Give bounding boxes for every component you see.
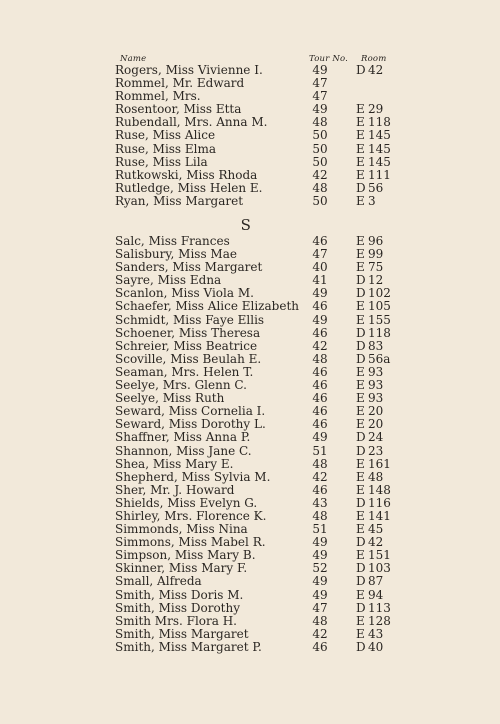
list-item [0,195,500,208]
room-deck: D [356,495,366,510]
tour-number: 42 [312,167,328,182]
passenger-name: Seelye, Mrs. Glenn C. [115,378,247,393]
room-deck: D [356,273,366,288]
passenger-name: Shields, Miss Evelyn G. [115,495,258,510]
passenger-name: Sanders, Miss Margaret [115,260,263,275]
room-deck: E [356,299,365,314]
room-number: 105 [368,299,391,314]
list-item [0,235,500,248]
tour-number: 50 [312,154,328,169]
passenger-name: Schoener, Miss Theresa [115,325,261,340]
passenger-name: Scanlon, Miss Viola M. [115,286,254,301]
room-cell [356,641,396,654]
room-number: 40 [368,639,384,654]
room-deck: D [356,639,366,654]
room-number: 93 [368,378,384,393]
room-number: 102 [368,286,391,301]
room-number: 99 [368,247,384,262]
tour-number: 41 [312,273,328,288]
passenger-name: Ruse, Miss Alice [115,128,216,143]
list-item [0,562,500,575]
tour-number: 47 [312,76,328,91]
tour-number: 51 [312,522,328,537]
room-number: 42 [368,63,384,77]
room-deck: E [356,154,365,169]
room-deck: D [356,338,366,353]
tour-number: 52 [312,561,328,576]
room-deck: E [356,417,365,432]
tour-number: 46 [312,639,328,654]
room-deck: D [356,535,366,550]
room-number: 87 [368,574,384,589]
room-number: 94 [368,587,384,602]
passenger-name: Rosentoor, Miss Etta [115,102,242,117]
tour-number: 47 [312,247,328,262]
tour-number: 49 [312,312,328,327]
passenger-name: Smith, Miss Doris M. [115,587,244,602]
list-item [0,156,500,169]
room-number: 161 [368,456,391,471]
tour-number: 48 [312,180,328,195]
passenger-name: Smith, Miss Dorothy [115,600,241,615]
tour-number: 46 [312,391,328,406]
list-item [0,129,500,142]
room-deck: E [356,193,365,208]
room-deck: E [356,522,365,537]
room-deck: E [356,587,365,602]
list-item [0,366,500,379]
list-item [0,484,500,497]
room-number: 113 [368,600,391,615]
room-deck: E [356,364,365,379]
header-name: Name [120,54,147,64]
room-deck: D [356,430,366,445]
tour-number: 40 [312,260,328,275]
passenger-name: Shirley, Mrs. Florence K. [115,508,267,523]
list-item [0,64,500,77]
list-item [0,182,500,195]
tour-number: 46 [312,417,328,432]
passenger-name: Rubendall, Mrs. Anna M. [115,115,268,130]
list-item [0,327,500,340]
list-item [0,169,500,182]
room-deck: D [356,63,366,77]
tour-number: 48 [312,115,328,130]
list-item [0,641,500,654]
room-deck: D [356,574,366,589]
tour-number: 50 [312,141,328,156]
passenger-name: Seward, Miss Dorothy L. [115,417,266,432]
passenger-name: Shaffner, Miss Anna P. [115,430,251,445]
passenger-name: Schreier, Miss Beatrice [115,338,258,353]
tour-number: 50 [312,128,328,143]
tour-number: 49 [312,535,328,550]
room-number: 29 [368,102,384,117]
tour-number: 47 [312,600,328,615]
header-tour-no: Tour No. [309,54,349,64]
room-number: 118 [368,325,391,340]
list-item [0,261,500,274]
room-number: 118 [368,115,391,130]
passenger-name: Ryan, Miss Margaret [115,193,244,208]
room-number: 151 [368,548,391,563]
room-deck: E [356,234,365,248]
list-item [0,340,500,353]
tour-number: 46 [312,404,328,419]
list-item [0,116,500,129]
passenger-name: Simmonds, Miss Nina [115,522,248,537]
room-number: 56 [368,180,384,195]
room-number: 20 [368,404,384,419]
list-item [0,445,500,458]
passenger-name: Salc, Miss Frances [115,234,230,248]
passenger-name: Simpson, Miss Mary B. [115,548,256,563]
tour-number: 49 [312,102,328,117]
room-number: 148 [368,482,391,497]
s-section-list [0,235,500,654]
passenger-name: Rutledge, Miss Helen E. [115,180,263,195]
passenger-name: Smith Mrs. Flora H. [115,613,237,628]
room-deck: E [356,613,365,628]
passenger-name: Ruse, Miss Elma [115,141,217,156]
passenger-name: Schmidt, Miss Faye Ellis [115,312,265,327]
room-cell [356,64,396,77]
room-number: 48 [368,469,384,484]
passenger-name: Smith, Miss Margaret P. [115,639,262,654]
passenger-name: Rutkowski, Miss Rhoda [115,167,258,182]
room-number: 3 [368,193,376,208]
room-number: 145 [368,141,391,156]
room-number: 128 [368,613,391,628]
tour-number: 46 [312,378,328,393]
list-item [0,379,500,392]
list-item [0,628,500,641]
list-item [0,589,500,602]
passenger-name: Shannon, Miss Jane C. [115,443,252,458]
passenger-name: Small, Alfreda [115,574,202,589]
room-deck: D [356,600,366,615]
passenger-name: Sayre, Miss Edna [115,273,222,288]
room-number: 23 [368,443,384,458]
tour-number: 49 [312,587,328,602]
tour-number: 46 [312,234,328,248]
passenger-name: Simmons, Miss Mabel R. [115,535,266,550]
room-deck: D [356,325,366,340]
room-deck: E [356,247,365,262]
list-item [0,418,500,431]
list-item [0,510,500,523]
room-deck: D [356,286,366,301]
tour-number: 46 [312,364,328,379]
room-deck: E [356,626,365,641]
room-number: 12 [368,273,384,288]
list-item [0,431,500,444]
passenger-name: Smith, Miss Margaret [115,626,249,641]
tour-number: 48 [312,508,328,523]
list-item [0,471,500,484]
tour-number: 46 [312,325,328,340]
room-number: 145 [368,154,391,169]
tour-number: 49 [312,286,328,301]
room-deck: E [356,378,365,393]
tour-number: 49 [312,430,328,445]
list-item [0,497,500,510]
room-number: 83 [368,338,384,353]
room-cell [356,77,396,90]
room-number: 45 [368,522,384,537]
header-room: Room [361,54,387,64]
room-number: 43 [368,626,384,641]
section-letter [0,216,500,234]
room-number: 103 [368,561,391,576]
tour-number: 46 [312,299,328,314]
list-item [0,143,500,156]
room-deck: D [356,351,366,366]
room-deck: E [356,167,365,182]
passenger-name: Schaefer, Miss Alice Elizabeth [115,299,299,314]
tour-number: 43 [312,495,328,510]
tour-number: 42 [312,338,328,353]
room-deck: D [356,561,366,576]
room-deck: E [356,508,365,523]
room-number: 56a [368,351,391,366]
tour-number: 42 [312,626,328,641]
room-number: 42 [368,535,384,550]
list-item [0,314,500,327]
room-cell [356,182,396,195]
room-deck: E [356,548,365,563]
list-item [0,575,500,588]
section-letter-text: S [240,216,252,234]
room-number: 116 [368,495,391,510]
room-deck: E [356,404,365,419]
room-number: 75 [368,260,384,275]
room-cell [356,195,396,208]
tour-number: 49 [312,574,328,589]
passenger-name: Rogers, Miss Vivienne I. [115,63,263,77]
tour-number: 51 [312,443,328,458]
room-deck: E [356,312,365,327]
room-number: 24 [368,430,384,445]
room-deck: D [356,180,366,195]
room-number: 141 [368,508,391,523]
list-item [0,602,500,615]
tour-number: 49 [312,548,328,563]
tour-number: 48 [312,351,328,366]
room-deck: E [356,141,365,156]
room-number: 93 [368,364,384,379]
tour-number: 48 [312,456,328,471]
passenger-name: Seelye, Miss Ruth [115,391,225,406]
passenger-name: Skinner, Miss Mary F. [115,561,248,576]
room-deck: E [356,482,365,497]
tour-number: 47 [312,89,328,104]
tour-number: 42 [312,469,328,484]
passenger-name: Shepherd, Miss Sylvia M. [115,469,271,484]
room-number: 145 [368,128,391,143]
passenger-name: Rommel, Mrs. [115,89,201,104]
tour-number: 49 [312,63,328,77]
room-deck: E [356,469,365,484]
room-number: 93 [368,391,384,406]
room-number: 96 [368,234,384,248]
r-section-list [0,64,500,208]
room-deck: E [356,102,365,117]
passenger-name: Ruse, Miss Lila [115,154,208,169]
list-item [0,458,500,471]
room-deck: E [356,391,365,406]
room-deck: D [356,443,366,458]
passenger-name: Sher, Mr. J. Howard [115,482,235,497]
tour-number: 48 [312,613,328,628]
passenger-name: Scoville, Miss Beulah E. [115,351,262,366]
room-deck: E [356,260,365,275]
list-item [0,549,500,562]
room-number: 155 [368,312,391,327]
room-deck: E [356,128,365,143]
list-item [0,353,500,366]
passenger-name: Rommel, Mr. Edward [115,76,245,91]
tour-number: 46 [312,482,328,497]
tour-number: 50 [312,193,328,208]
room-number: 111 [368,167,391,182]
room-deck: E [356,115,365,130]
list-item [0,300,500,313]
passenger-name: Shea, Miss Mary E. [115,456,234,471]
list-item [0,90,500,103]
passenger-name: Salisbury, Miss Mae [115,247,237,262]
list-item [0,615,500,628]
passenger-name: Seward, Miss Cornelia I. [115,404,266,419]
room-number: 20 [368,417,384,432]
room-deck: E [356,456,365,471]
passenger-name: Seaman, Mrs. Helen T. [115,364,254,379]
list-item [0,77,500,90]
